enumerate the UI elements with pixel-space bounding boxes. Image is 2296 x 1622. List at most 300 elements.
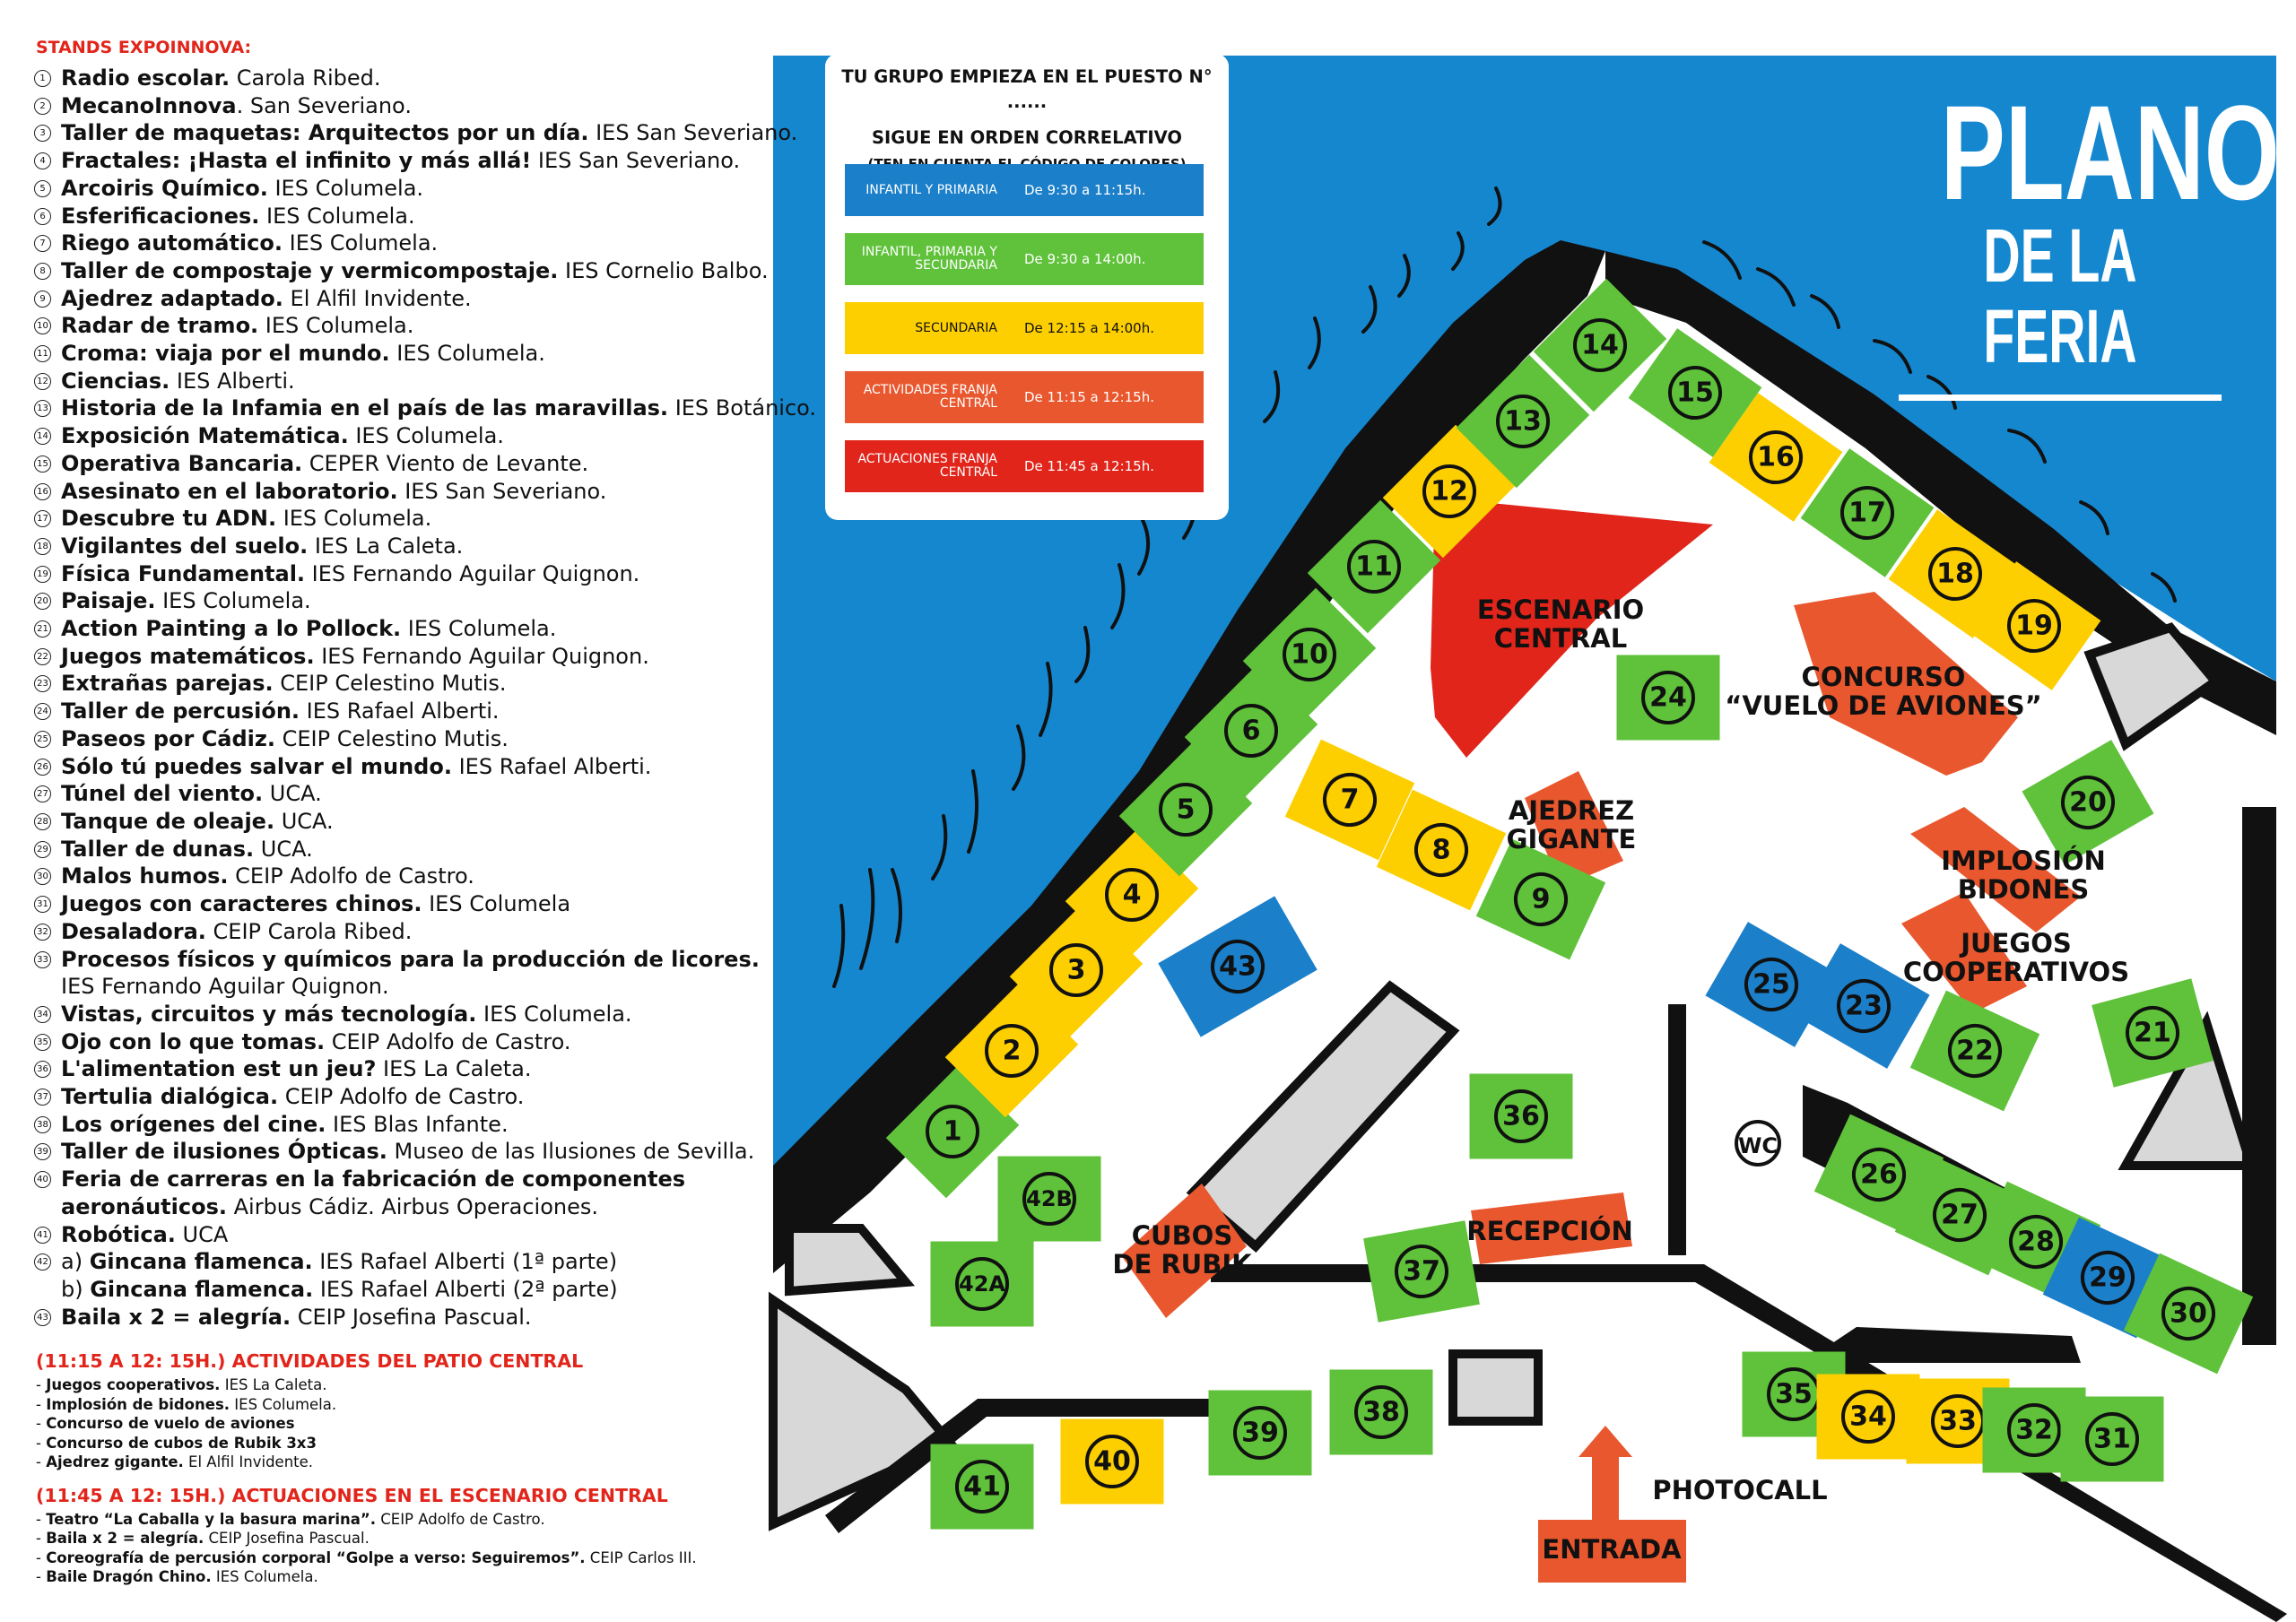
- stand-number-badge: 33: [34, 951, 51, 968]
- stand-number-badge: 7: [34, 235, 51, 252]
- stand-label: 37: [1403, 1255, 1440, 1288]
- stand-label: 1: [943, 1115, 962, 1148]
- stand-org: CEIP Adolfo de Castro.: [325, 1028, 571, 1054]
- stand-label: 26: [1860, 1158, 1898, 1191]
- stand-list-item: [34, 147, 761, 175]
- legend-title-1: TU GRUPO EMPIEZA EN EL PUESTO N° ......: [841, 66, 1213, 112]
- label-ajedrez-2: GIGANTE: [1506, 824, 1637, 854]
- stand-org: IES Columela.: [155, 588, 311, 614]
- map-stand-42a: [931, 1242, 1034, 1327]
- map-stand-42b: [998, 1157, 1101, 1242]
- legend-row-name: SECUNDARIA: [915, 320, 997, 335]
- stand-number-badge: 10: [34, 317, 51, 334]
- label-recepcion: RECEPCIÓN: [1466, 1216, 1633, 1246]
- label-entrada: ENTRADA: [1542, 1534, 1682, 1565]
- stand-label: 32: [2015, 1414, 2053, 1446]
- activity-item: - Implosión de bidones. IES Columela.: [36, 1395, 337, 1413]
- map-stand-38: [1330, 1370, 1433, 1455]
- legend-row-time: De 12:15 a 14:00h.: [1024, 320, 1155, 336]
- stand-list-item: [34, 1166, 761, 1193]
- stand-name: Ajedrez adaptado.: [61, 285, 283, 311]
- stand-org: El Alfil Invidente.: [283, 285, 472, 311]
- stand-name: aeronáuticos.: [61, 1193, 227, 1219]
- stand-org: CEIP Josefina Pascual.: [291, 1304, 532, 1330]
- activity-name: Teatro “La Caballa y la basura marina”.: [46, 1510, 376, 1528]
- stand-number-badge: 21: [34, 620, 51, 638]
- activity-item: - Baila x 2 = alegría. CEIP Josefina Pascual.: [36, 1530, 370, 1548]
- stand-org: IES Columela.: [389, 341, 545, 367]
- stand-org: IES Fernando Aguilar Quignon.: [61, 974, 389, 1000]
- stand-name: Taller de compostaje y vermicompostaje.: [61, 257, 559, 283]
- stand-number-badge: 27: [34, 785, 51, 802]
- activity-item: - Ajedrez gigante. El Alfil Invidente.: [36, 1453, 314, 1471]
- stand-name: Extrañas parejas.: [61, 671, 274, 697]
- stand-name: Vigilantes del suelo.: [61, 533, 309, 559]
- stand-label: 12: [1431, 475, 1468, 507]
- stand-org: IES La Caleta.: [308, 533, 464, 559]
- stand-number-badge: 18: [34, 538, 51, 555]
- label-photocall: PHOTOCALL: [1652, 1475, 1828, 1505]
- stand-org: IES Columela.: [259, 203, 415, 229]
- stand-name: Feria de carreras en la fabricación de componentes: [61, 1167, 686, 1193]
- map-stand-40: [1061, 1419, 1164, 1505]
- stand-org: CEIP Adolfo de Castro.: [278, 1084, 525, 1110]
- stand-org: IES Columela.: [276, 506, 432, 532]
- stand-label: 41: [963, 1470, 1001, 1503]
- stands-panel: [34, 38, 817, 1587]
- stand-number-badge: 39: [34, 1143, 51, 1160]
- stand-label: 24: [1649, 681, 1687, 714]
- escenario-list: [34, 1510, 761, 1587]
- stand-list-item: [34, 836, 761, 863]
- title-underline: [1899, 395, 2222, 401]
- stand-label: 6: [1241, 715, 1261, 747]
- stand-number-badge: 17: [34, 510, 51, 527]
- stand-list-item: [34, 312, 761, 340]
- stand-list-item: [34, 203, 761, 230]
- legend-row-actuaciones: [845, 440, 1204, 492]
- stand-name: Ciencias.: [61, 368, 170, 394]
- stand-label: 40: [1093, 1445, 1131, 1478]
- stand-label: 16: [1757, 441, 1795, 473]
- stand-number-badge: 42: [34, 1253, 51, 1271]
- stand-label: 17: [1848, 497, 1886, 529]
- stand-name: Action Painting a lo Pollock.: [61, 616, 402, 642]
- stand-number-badge: 35: [34, 1034, 51, 1051]
- stand-org: UCA.: [263, 781, 322, 807]
- stand-label: 14: [1581, 329, 1619, 361]
- stand-org: IES Columela: [422, 891, 571, 917]
- stand-org: IES Rafael Alberti (2ª parte): [313, 1276, 618, 1302]
- stand-org: IES Columela.: [258, 313, 414, 339]
- stand-org: IES La Caleta.: [376, 1056, 532, 1082]
- label-cubos-1: CUBOS: [1131, 1220, 1233, 1251]
- stand-label: 18: [1936, 558, 1974, 590]
- stand-name: Gincana flamenca.: [90, 1276, 314, 1302]
- stand-list-item: [34, 368, 761, 395]
- legend-row-time: De 9:30 a 11:15h.: [1024, 182, 1146, 198]
- stand-name: Juegos con caracteres chinos.: [61, 891, 422, 917]
- stand-name: Asesinato en el laboratorio.: [61, 478, 398, 504]
- stand-label: 28: [2017, 1226, 2055, 1258]
- stand-name: Paisaje.: [61, 588, 156, 614]
- stand-list-item: [34, 615, 761, 643]
- stand-org: IES Columela.: [476, 1001, 632, 1027]
- stand-org: . San Severiano.: [236, 92, 412, 118]
- label-concurso-2: “VUELO DE AVIONES”: [1725, 690, 2042, 721]
- legend-row-name: INFANTIL, PRIMARIA Y SECUNDARIA: [861, 245, 997, 273]
- stand-number-badge: 16: [34, 483, 51, 500]
- stand-name: Sólo tú puedes salvar el mundo.: [61, 753, 452, 779]
- stand-label: 19: [2015, 610, 2053, 642]
- stand-name: Gincana flamenca.: [89, 1249, 313, 1275]
- stand-name: Fractales: ¡Hasta el infinito y más allá!: [61, 148, 532, 174]
- stand-org: IES Columela.: [401, 616, 557, 642]
- legend-row-time: De 11:15 a 12:15h.: [1024, 389, 1155, 405]
- stand-list-item: [34, 1304, 761, 1331]
- label-implosion-1: IMPLOSIÓN: [1941, 846, 2106, 876]
- map-stand-37: [1363, 1220, 1480, 1323]
- stand-list-item: [34, 1001, 761, 1028]
- stand-number-badge: 11: [34, 345, 51, 362]
- legend-row-actividades: [845, 371, 1204, 423]
- stand-label: 3: [1066, 954, 1086, 986]
- stand-org: Museo de las Ilusiones de Sevilla.: [387, 1139, 755, 1165]
- color-legend: [825, 54, 1229, 520]
- label-escenario-2: CENTRAL: [1493, 623, 1628, 654]
- label-cubos-2: DE RUBIK: [1112, 1249, 1252, 1279]
- stand-label: 34: [1849, 1401, 1887, 1433]
- stand-label: 7: [1340, 784, 1360, 816]
- stand-number-badge: 23: [34, 675, 51, 692]
- stand-org: CEIP Celestino Mutis.: [275, 725, 509, 751]
- stand-list-item: [34, 119, 798, 147]
- activity-org: CEIP Josefina Pascual.: [204, 1530, 370, 1548]
- stand-number-badge: 25: [34, 731, 51, 748]
- stand-label: 38: [1362, 1396, 1400, 1428]
- patio-title: (11:15 A 12: 15H.) ACTIVIDADES DEL PATIO CENTRAL: [36, 1350, 584, 1373]
- stand-name: Radio escolar.: [61, 65, 230, 91]
- stand-org: IES Fernando Aguilar Quignon.: [305, 560, 640, 586]
- stand-list-item: [34, 1028, 761, 1056]
- activity-name: Juegos cooperativos.: [46, 1376, 221, 1394]
- stand-label: 43: [1219, 950, 1257, 983]
- map-title: [1894, 77, 2280, 401]
- stand-part: a): [61, 1249, 90, 1275]
- stand-name: Juegos matemáticos.: [61, 643, 315, 669]
- stand-number-badge: 19: [34, 566, 51, 583]
- stand-label: 5: [1176, 794, 1196, 826]
- label-wc: WC: [1737, 1133, 1779, 1158]
- stand-list-item: [34, 422, 761, 450]
- stand-list-item: [34, 698, 761, 725]
- stand-list-item: [34, 1111, 761, 1139]
- stand-name: Tertulia dialógica.: [61, 1084, 279, 1110]
- stand-name: Arcoiris Químico.: [61, 175, 268, 201]
- stand-number-badge: 13: [34, 400, 51, 417]
- stand-number-badge: 5: [34, 180, 51, 197]
- stand-label: 20: [2069, 786, 2107, 819]
- stand-label: 39: [1241, 1417, 1279, 1449]
- stand-number-badge: 22: [34, 648, 51, 665]
- stand-label: 27: [1941, 1199, 1979, 1231]
- stand-label: 29: [2089, 1262, 2126, 1294]
- stand-number-badge: 26: [34, 759, 51, 776]
- stand-label: 30: [2170, 1297, 2207, 1330]
- stand-list-item: [34, 285, 761, 313]
- stand-list-item: [34, 1221, 761, 1249]
- legend-row-time: De 11:45 a 12:15h.: [1024, 458, 1155, 474]
- stand-label: 4: [1122, 879, 1142, 911]
- stand-name: Vistas, circuitos y más tecnología.: [61, 1001, 477, 1027]
- stands-list: [34, 65, 817, 1331]
- label-juegos-2: COOPERATIVOS: [1902, 957, 2130, 987]
- stand-org: IES Rafael Alberti.: [300, 698, 500, 724]
- stand-org: Carola Ribed.: [230, 65, 381, 91]
- stand-list-item: [34, 890, 761, 918]
- activity-org: CEIP Carlos III.: [585, 1548, 697, 1566]
- stands-title: STANDS EXPOINNOVA:: [36, 38, 252, 57]
- stand-name: Taller de ilusiones Ópticas.: [61, 1139, 387, 1165]
- stand-list-item: [34, 1055, 761, 1083]
- stand-number-badge: 37: [34, 1089, 51, 1106]
- stand-list-item: [34, 533, 761, 560]
- label-juegos-1: JUEGOS: [1961, 928, 2072, 958]
- map-stand-31: [2061, 1397, 2164, 1482]
- activity-item: - Concurso de vuelo de aviones: [36, 1415, 295, 1433]
- stand-list-item: [34, 257, 769, 285]
- stand-list-item: [34, 450, 761, 478]
- stand-label: 2: [1002, 1035, 1022, 1067]
- stand-name: Historia de la Infamia en el país de las maravillas.: [61, 395, 669, 421]
- title-line-1: PLANO: [1940, 77, 2280, 228]
- activity-org: IES Columela.: [211, 1568, 318, 1586]
- stand-list-item: [34, 1193, 761, 1221]
- stand-name: Taller de percusión.: [61, 698, 300, 724]
- stand-org: IES San Severiano.: [588, 120, 798, 146]
- stand-list-item: [34, 230, 761, 257]
- stand-list-item: [34, 505, 761, 533]
- stand-number-badge: 34: [34, 1006, 51, 1023]
- map-stand-36: [1470, 1074, 1573, 1159]
- stand-number-badge: 14: [34, 428, 51, 445]
- stand-label: 25: [1752, 968, 1790, 1001]
- stand-label: 9: [1531, 883, 1551, 915]
- stand-list-item: [34, 1248, 761, 1276]
- stand-name: Croma: viaja por el mundo.: [61, 341, 390, 367]
- stand-list-item: [34, 587, 761, 615]
- legend-row-name: INFANTIL Y PRIMARIA: [865, 182, 997, 197]
- activity-item: - Baile Dragón Chino. IES Columela.: [36, 1568, 318, 1586]
- stand-number-badge: 6: [34, 208, 51, 225]
- activity-name: Baila x 2 = alegría.: [46, 1530, 204, 1548]
- stand-name: Ojo con lo que tomas.: [61, 1028, 326, 1054]
- stand-org: IES Fernando Aguilar Quignon.: [314, 643, 649, 669]
- stand-org: IES San Severiano.: [531, 148, 741, 174]
- stand-list-item: [34, 973, 761, 1001]
- stand-number-badge: 36: [34, 1061, 51, 1078]
- stand-name: Descubre tu ADN.: [61, 506, 277, 532]
- stand-name: Desaladora.: [61, 918, 206, 944]
- stand-name: Operativa Bancaria.: [61, 450, 303, 476]
- legend-title-2: SIGUE EN ORDEN CORRELATIVO: [871, 127, 1182, 148]
- stand-number-badge: 12: [34, 373, 51, 390]
- stand-org: IES Rafael Alberti.: [451, 753, 652, 779]
- stand-number-badge: 2: [34, 98, 51, 115]
- stand-list-item: [34, 918, 761, 946]
- stand-number-badge: 4: [34, 152, 51, 169]
- stand-list-item: [34, 1276, 761, 1304]
- label-concurso-1: CONCURSO: [1801, 662, 1966, 692]
- legend-row-infantil-primaria: [845, 164, 1204, 216]
- stand-number-badge: 40: [34, 1171, 51, 1188]
- stand-label: 15: [1676, 377, 1714, 409]
- map-stand-41: [931, 1444, 1034, 1530]
- legend-row-name: ACTIVIDADES FRANJA CENTRAL: [863, 383, 997, 411]
- stand-number-badge: 30: [34, 868, 51, 885]
- stand-list-item: [34, 670, 761, 698]
- stand-list-item: [34, 780, 761, 808]
- activity-item: - Coreografía de percusión corporal “Golpe a verso: Seguiremos”. CEIP Carlos III.: [36, 1548, 697, 1566]
- label-ajedrez-1: AJEDREZ: [1508, 795, 1635, 826]
- stand-org: CEIP Adolfo de Castro.: [228, 863, 474, 889]
- legend-row-secundaria: [845, 302, 1204, 354]
- stand-org: IES Alberti.: [170, 368, 295, 394]
- activity-name: Implosión de bidones.: [46, 1395, 230, 1413]
- stand-label: 33: [1939, 1405, 1977, 1437]
- stand-number-badge: 31: [34, 896, 51, 913]
- stand-list-item: [34, 643, 761, 671]
- stand-number-badge: 41: [34, 1227, 51, 1244]
- stand-org: UCA.: [274, 808, 334, 834]
- stand-name: Física Fundamental.: [61, 560, 306, 586]
- stand-list-item: [34, 92, 761, 120]
- activity-name: Coreografía de percusión corporal “Golpe a verso: Seguiremos”.: [46, 1548, 586, 1566]
- activity-name: Concurso de cubos de Rubik 3x3: [46, 1434, 317, 1452]
- legend-row-name: ACTUACIONES FRANJA CENTRAL: [857, 452, 997, 480]
- stand-list-item: [34, 175, 761, 203]
- activity-org: El Alfil Invidente.: [183, 1453, 314, 1471]
- stand-name: Esferificaciones.: [61, 203, 260, 229]
- patio-list: [34, 1375, 761, 1472]
- stand-org: CEPER Viento de Levante.: [302, 450, 589, 476]
- stand-name: Baila x 2 = alegría.: [61, 1304, 291, 1330]
- label-escenario-1: ESCENARIO: [1476, 594, 1645, 625]
- stand-label: 36: [1502, 1100, 1540, 1132]
- stand-name: Robótica.: [61, 1221, 176, 1247]
- activity-item: - Juegos cooperativos. IES La Caleta.: [36, 1376, 327, 1394]
- stand-org: UCA.: [254, 836, 313, 862]
- stand-name: Paseos por Cádiz.: [61, 725, 275, 751]
- stand-list-item: [34, 725, 761, 753]
- stand-name: MecanoInnova: [61, 92, 237, 118]
- stand-label: 23: [1845, 990, 1883, 1022]
- stand-label: 31: [2093, 1423, 2131, 1455]
- stand-org: IES Columela.: [267, 175, 424, 201]
- stand-name: Exposición Matemática.: [61, 423, 349, 449]
- stand-list-item: [34, 753, 761, 781]
- stand-number-badge: 29: [34, 841, 51, 858]
- stand-label: 8: [1431, 834, 1451, 866]
- activity-name: Concurso de vuelo de aviones: [46, 1415, 295, 1433]
- stand-number-badge: 38: [34, 1116, 51, 1133]
- stand-number-badge: 20: [34, 593, 51, 610]
- stand-part: b): [61, 1276, 91, 1302]
- stand-name: Procesos físicos y químicos para la producción de licores.: [61, 946, 760, 972]
- stand-name: Tanque de oleaje.: [61, 808, 275, 834]
- stand-number-badge: 3: [34, 125, 51, 142]
- activity-name: Baile Dragón Chino.: [46, 1568, 212, 1586]
- activity-item: - Teatro “La Caballa y la basura marina”. CEIP Adolfo de Castro.: [36, 1510, 545, 1528]
- stand-list-item: [34, 340, 761, 368]
- stand-list-item: [34, 863, 761, 890]
- stand-name: Túnel del viento.: [61, 781, 264, 807]
- stand-org: IES Blas Infante.: [326, 1111, 509, 1137]
- activity-name: Ajedrez gigante.: [46, 1453, 184, 1471]
- stand-list-item: [34, 65, 761, 92]
- legend-row-time: De 9:30 a 14:00h.: [1024, 251, 1146, 267]
- stand-org: CEIP Carola Ribed.: [205, 918, 413, 944]
- stand-label: 35: [1775, 1378, 1813, 1410]
- stand-list-item: [34, 1083, 761, 1111]
- activity-item: - Concurso de cubos de Rubik 3x3: [36, 1434, 317, 1452]
- activity-org: IES Columela.: [230, 1395, 337, 1413]
- stand-name: Los orígenes del cine.: [61, 1111, 326, 1137]
- legend-row-infantil-primaria-secundaria: [845, 233, 1204, 285]
- stand-number-badge: 1: [34, 70, 51, 87]
- stand-number-badge: 28: [34, 813, 51, 830]
- stand-number-badge: 43: [34, 1309, 51, 1326]
- stand-list-item: [34, 478, 761, 506]
- stand-org: IES San Severiano.: [397, 478, 607, 504]
- activity-org: CEIP Adolfo de Castro.: [376, 1510, 545, 1528]
- stand-number-badge: 32: [34, 924, 51, 941]
- stand-org: IES Botánico.: [668, 395, 817, 421]
- title-line-2: DE LA FERIA: [1983, 213, 2137, 378]
- stand-list-item: [34, 808, 761, 836]
- stand-org: CEIP Celestino Mutis.: [273, 671, 507, 697]
- stand-name: Taller de maquetas: Arquitectos por un día.: [61, 120, 589, 146]
- stand-org: IES Columela.: [282, 230, 439, 256]
- map-stand-24: [1617, 655, 1720, 741]
- stand-name: L'alimentation est un jeu?: [61, 1056, 377, 1082]
- stand-org: IES Rafael Alberti (1ª parte): [312, 1249, 618, 1275]
- stand-label: 11: [1355, 551, 1393, 583]
- stand-list-item: [34, 560, 761, 588]
- stand-org: IES Columela.: [348, 423, 504, 449]
- stand-org: Airbus Cádiz. Airbus Operaciones.: [226, 1193, 599, 1219]
- stand-label: 42B: [1026, 1186, 1073, 1211]
- stand-list-item: [34, 946, 761, 974]
- stand-number-badge: 24: [34, 703, 51, 720]
- map-stand-39: [1209, 1391, 1312, 1476]
- stand-name: Taller de dunas.: [61, 836, 255, 862]
- stand-name: Malos humos.: [61, 863, 229, 889]
- stand-label: 22: [1956, 1035, 1994, 1067]
- stand-label: 42A: [959, 1271, 1005, 1297]
- stand-label: 10: [1291, 638, 1328, 671]
- stand-number-badge: 15: [34, 455, 51, 473]
- escenario-title: (11:45 A 12: 15H.) ACTUACIONES EN EL ESCENARIO CENTRAL: [36, 1484, 668, 1506]
- stand-number-badge: 8: [34, 263, 51, 280]
- stand-org: IES Cornelio Balbo.: [558, 257, 769, 283]
- stand-name: Radar de tramo.: [61, 313, 259, 339]
- activity-org: IES La Caleta.: [220, 1376, 327, 1394]
- stand-name: Riego automático.: [61, 230, 283, 256]
- stand-label: 21: [2134, 1017, 2171, 1049]
- stand-number-badge: 9: [34, 291, 51, 308]
- map-stand-34: [1817, 1375, 1920, 1460]
